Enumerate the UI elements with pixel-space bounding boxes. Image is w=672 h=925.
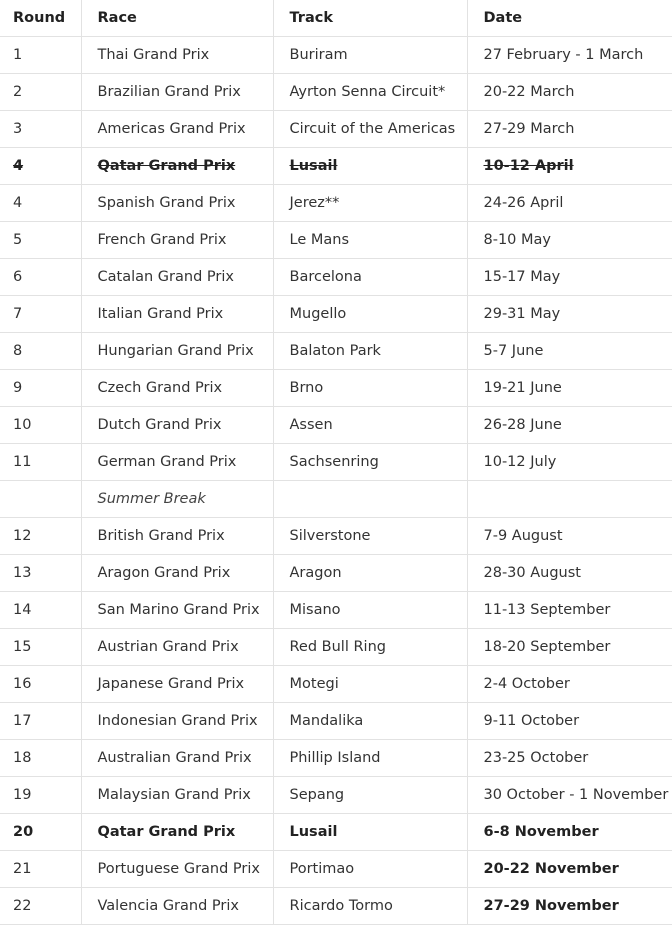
- race-cell: Malaysian Grand Prix: [81, 777, 273, 814]
- race-cell: Aragon Grand Prix: [81, 555, 273, 592]
- track-cell: Silverstone: [273, 518, 467, 555]
- header-date: Date: [467, 0, 672, 37]
- round-cell: 13: [0, 555, 81, 592]
- race-cell: Summer Break: [81, 481, 273, 518]
- table-row: [0, 814, 672, 851]
- date-cell: 10-12 July: [467, 444, 672, 481]
- date-cell: 27 February - 1 March: [467, 37, 672, 74]
- race-cell: Spanish Grand Prix: [81, 185, 273, 222]
- round-cell: 19: [0, 777, 81, 814]
- table-row: [0, 555, 672, 592]
- date-cell: 5-7 June: [467, 333, 672, 370]
- date-cell: 11-13 September: [467, 592, 672, 629]
- date-cell: 28-30 August: [467, 555, 672, 592]
- race-cell: Australian Grand Prix: [81, 740, 273, 777]
- table-row: [0, 444, 672, 481]
- table-row: [0, 222, 672, 259]
- round-cell: 14: [0, 592, 81, 629]
- round-cell: 1: [0, 37, 81, 74]
- date-cell: 9-11 October: [467, 703, 672, 740]
- table-row: [0, 259, 672, 296]
- race-cell: German Grand Prix: [81, 444, 273, 481]
- round-cell: 15: [0, 629, 81, 666]
- round-cell: 6: [0, 259, 81, 296]
- table-row: [0, 111, 672, 148]
- round-cell: 21: [0, 851, 81, 888]
- date-cell: 20-22 November: [467, 851, 672, 888]
- table-row: [0, 666, 672, 703]
- race-cell: San Marino Grand Prix: [81, 592, 273, 629]
- track-cell: Sachsenring: [273, 444, 467, 481]
- track-cell: [273, 481, 467, 518]
- table-row: [0, 851, 672, 888]
- table-row: [0, 481, 672, 518]
- race-cell: Indonesian Grand Prix: [81, 703, 273, 740]
- round-cell: 2: [0, 74, 81, 111]
- date-cell: 2-4 October: [467, 666, 672, 703]
- track-cell: Le Mans: [273, 222, 467, 259]
- round-cell: 22: [0, 888, 81, 925]
- round-cell: 8: [0, 333, 81, 370]
- table-row: [0, 629, 672, 666]
- date-cell: 27-29 March: [467, 111, 672, 148]
- date-cell: 18-20 September: [467, 629, 672, 666]
- date-cell: 7-9 August: [467, 518, 672, 555]
- track-cell: Lusail: [273, 148, 467, 185]
- table-row: [0, 185, 672, 222]
- race-cell: Americas Grand Prix: [81, 111, 273, 148]
- race-cell: Italian Grand Prix: [81, 296, 273, 333]
- track-cell: Barcelona: [273, 259, 467, 296]
- date-cell: 26-28 June: [467, 407, 672, 444]
- track-cell: Ricardo Tormo: [273, 888, 467, 925]
- table-row: [0, 333, 672, 370]
- race-cell: Qatar Grand Prix: [81, 148, 273, 185]
- date-cell: 6-8 November: [467, 814, 672, 851]
- header-round: Round: [0, 0, 81, 37]
- round-cell: [0, 481, 81, 518]
- table-row: [0, 407, 672, 444]
- table-row: [0, 592, 672, 629]
- round-cell: 5: [0, 222, 81, 259]
- race-cell: Hungarian Grand Prix: [81, 333, 273, 370]
- track-cell: Lusail: [273, 814, 467, 851]
- date-cell: 23-25 October: [467, 740, 672, 777]
- round-cell: 11: [0, 444, 81, 481]
- date-cell: 8-10 May: [467, 222, 672, 259]
- table-row: [0, 777, 672, 814]
- track-cell: Sepang: [273, 777, 467, 814]
- track-cell: Misano: [273, 592, 467, 629]
- table-header: [0, 0, 672, 37]
- header-row: [0, 0, 672, 37]
- race-cell: French Grand Prix: [81, 222, 273, 259]
- track-cell: Ayrton Senna Circuit*: [273, 74, 467, 111]
- round-cell: 17: [0, 703, 81, 740]
- race-cell: Austrian Grand Prix: [81, 629, 273, 666]
- round-cell: 18: [0, 740, 81, 777]
- track-cell: Aragon: [273, 555, 467, 592]
- date-cell: 29-31 May: [467, 296, 672, 333]
- round-cell: 9: [0, 370, 81, 407]
- round-cell: 12: [0, 518, 81, 555]
- table-row: [0, 518, 672, 555]
- date-cell: 10-12 April: [467, 148, 672, 185]
- round-cell: 10: [0, 407, 81, 444]
- track-cell: Jerez**: [273, 185, 467, 222]
- round-cell: 3: [0, 111, 81, 148]
- table-row: [0, 74, 672, 111]
- track-cell: Brno: [273, 370, 467, 407]
- table-row: [0, 148, 672, 185]
- date-cell: [467, 481, 672, 518]
- race-cell: British Grand Prix: [81, 518, 273, 555]
- track-cell: Mugello: [273, 296, 467, 333]
- race-cell: Brazilian Grand Prix: [81, 74, 273, 111]
- race-cell: Valencia Grand Prix: [81, 888, 273, 925]
- race-cell: Portuguese Grand Prix: [81, 851, 273, 888]
- race-cell: Catalan Grand Prix: [81, 259, 273, 296]
- table-row: [0, 296, 672, 333]
- table-row: [0, 740, 672, 777]
- date-cell: 20-22 March: [467, 74, 672, 111]
- round-cell: 4: [0, 148, 81, 185]
- track-cell: Portimao: [273, 851, 467, 888]
- round-cell: 7: [0, 296, 81, 333]
- date-cell: 15-17 May: [467, 259, 672, 296]
- track-cell: Buriram: [273, 37, 467, 74]
- table-row: [0, 370, 672, 407]
- date-cell: 27-29 November: [467, 888, 672, 925]
- track-cell: Phillip Island: [273, 740, 467, 777]
- header-race: Race: [81, 0, 273, 37]
- track-cell: Balaton Park: [273, 333, 467, 370]
- track-cell: Assen: [273, 407, 467, 444]
- track-cell: Red Bull Ring: [273, 629, 467, 666]
- date-cell: 30 October - 1 November: [467, 777, 672, 814]
- round-cell: 16: [0, 666, 81, 703]
- table-row: [0, 37, 672, 74]
- race-cell: Czech Grand Prix: [81, 370, 273, 407]
- table-row: [0, 703, 672, 740]
- track-cell: Mandalika: [273, 703, 467, 740]
- date-cell: 19-21 June: [467, 370, 672, 407]
- table-row: [0, 888, 672, 925]
- date-cell: 24-26 April: [467, 185, 672, 222]
- table-body: [0, 37, 672, 925]
- round-cell: 4: [0, 185, 81, 222]
- round-cell: 20: [0, 814, 81, 851]
- race-cell: Dutch Grand Prix: [81, 407, 273, 444]
- race-cell: Japanese Grand Prix: [81, 666, 273, 703]
- race-cell: Thai Grand Prix: [81, 37, 273, 74]
- header-track: Track: [273, 0, 467, 37]
- track-cell: Motegi: [273, 666, 467, 703]
- race-cell: Qatar Grand Prix: [81, 814, 273, 851]
- track-cell: Circuit of the Americas: [273, 111, 467, 148]
